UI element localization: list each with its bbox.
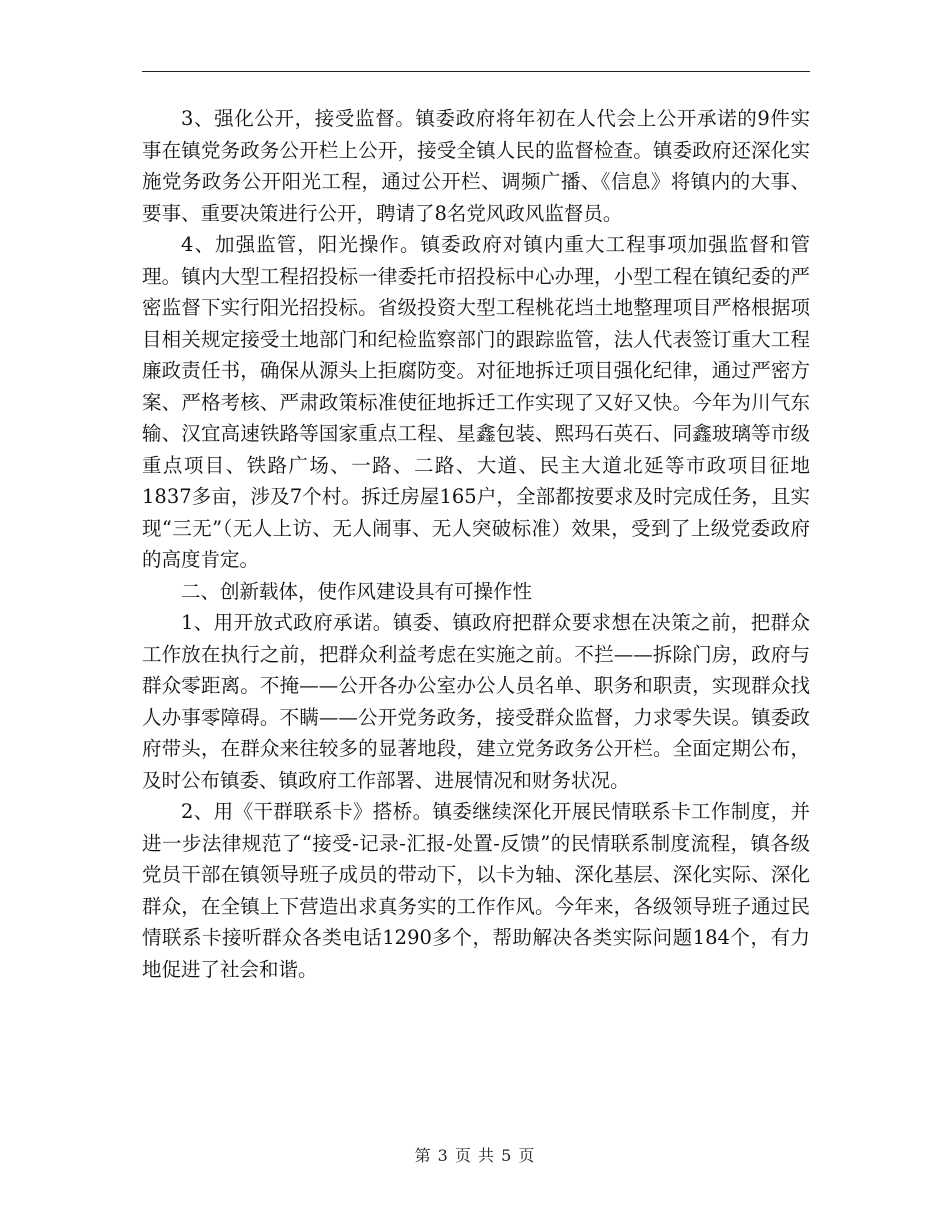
page-number-footer: 第 3 页 共 5 页 — [414, 1146, 536, 1165]
document-body — [142, 103, 810, 985]
paragraph-contact-card: 2、用《干群联系卡》搭桥。镇委继续深化开展民情联系卡工作制度，并进一步法律规范了“接受-记录-汇报-处置-反馈”的民情联系制度流程，镇各级党员干部在镇领导班子成员的带动下，以卡为轴、深化基层、深化实际、深化群众，在全镇上下营造出求真务实的工作作风。今年来，各级领导班子通过民情联系卡接听群众各类电话1290多个，帮助解决各类实际问题184个，有力地促进了社会和谐。 — [142, 800, 810, 981]
section-heading: 二、创新载体，使作风建设具有可操作性 — [181, 579, 533, 603]
paragraph-supervision: 4、加强监管，阳光操作。镇委政府对镇内重大工程事项加强监督和管理。镇内大型工程招投标一律委托市招投标中心办理，小型工程在镇纪委的严密监督下实行阳光招投标。省级投资大型工程桃花垱土地整理项目严格根据项目相关规定接受土地部门和纪检监察部门的跟踪监管，法人代表签订重大工程廉政责任书，确保从源头上拒腐防变。对征地拆迁项目强化纪律，通过严密方案、严格考核、严肃政策标准使征地拆迁工作实现了又好又快。今年为川气东输、汉宜高速铁路等国家重点工程、星鑫包装、熙玛石英石、同鑫玻璃等市级重点项目、铁路广场、一路、二路、大道、民主大道北延等市政项目征地1837多亩，涉及7个村。拆迁房屋165户，全部都按要求及时完成任务，且实现“三无”（无人上访、无人闹事、无人突破标准）效果，受到了上级党委政府的高度肯定。 — [142, 233, 810, 571]
paragraph-disclosure: 3、强化公开，接受监督。镇委政府将年初在人代会上公开承诺的9件实事在镇党务政务公开栏上公开，接受全镇人民的监督检查。镇委政府还深化实施党务政务公开阳光工程，通过公开栏、调频广播、《信息》将镇内的大事、要事、重要决策进行公开，聘请了8名党风政风监督员。 — [142, 107, 810, 225]
header-rule — [142, 71, 810, 72]
paragraph-open-government: 1、用开放式政府承诺。镇委、镇政府把群众要求想在决策之前，把群众工作放在执行之前，把群众利益考虑在实施之前。不拦——拆除门房，政府与群众零距离。不掩——公开各办公室办公人员名单、职务和职责，实现群众找人办事零障碍。不瞒——公开党务政务，接受群众监督，力求零失误。镇委政府带头，在群众来往较多的显著地段，建立党务政务公开栏。全面定期公布，及时公布镇委、镇政府工作部署、进展情况和财务状况。 — [142, 611, 810, 792]
